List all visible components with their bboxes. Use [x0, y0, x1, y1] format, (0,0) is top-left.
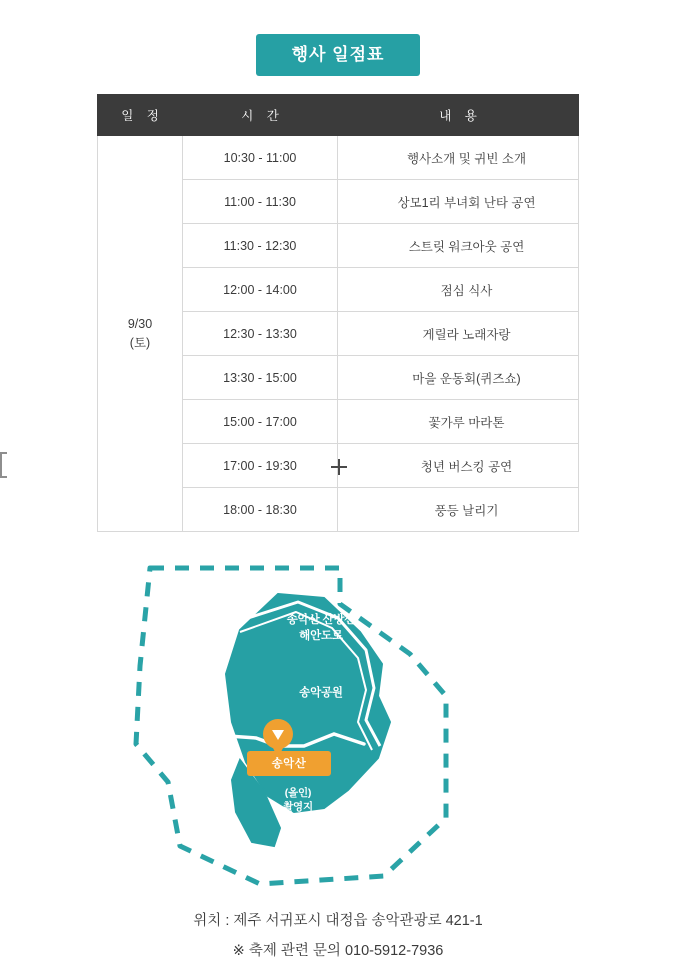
schedule-description: 스트릿 워크아웃 공연 — [338, 224, 579, 268]
page-title: 행사 일점표 — [256, 34, 421, 76]
map-label-coastal-road-line1: 송악산 산방산 — [286, 614, 356, 626]
schedule-time: 11:30 - 12:30 — [183, 224, 338, 268]
schedule-time: 18:00 - 18:30 — [183, 488, 338, 532]
map-section — [0, 546, 676, 896]
schedule-table-wrapper — [0, 94, 676, 532]
table-header-row — [98, 95, 579, 136]
schedule-description: 행사소개 및 귀빈 소개 — [338, 136, 579, 180]
location-map — [128, 546, 548, 896]
schedule-date-line2: (토) — [129, 335, 151, 350]
schedule-description: 점심 식사 — [338, 268, 579, 312]
column-header-time: 시 간 — [183, 95, 338, 136]
schedule-time: 12:30 - 13:30 — [183, 312, 338, 356]
map-label-filming-site — [248, 786, 348, 814]
schedule-time: 11:00 - 11:30 — [183, 180, 338, 224]
page-edge-artifact — [0, 452, 7, 478]
schedule-date-line1: 9/30 — [127, 317, 153, 332]
schedule-time: 17:00 - 19:30 — [183, 444, 338, 488]
schedule-time: 15:00 - 17:00 — [183, 400, 338, 444]
schedule-table — [97, 94, 579, 532]
column-header-description: 내 용 — [338, 95, 579, 136]
schedule-time: 13:30 - 15:00 — [183, 356, 338, 400]
column-header-date: 일 정 — [98, 95, 183, 136]
contact-text: ※ 축제 관련 문의 010-5912-7936 — [232, 943, 444, 960]
schedule-description: 청년 버스킹 공연 — [338, 444, 579, 488]
schedule-description: 상모1리 부녀회 난타 공연 — [338, 180, 579, 224]
map-label-coastal-road — [256, 613, 386, 644]
map-label-coastal-road-line2: 해안도로 — [299, 629, 343, 642]
map-pin-label: 송악산 — [247, 751, 331, 776]
map-label-park: 송악공원 — [299, 687, 343, 699]
schedule-date-cell — [98, 136, 183, 532]
schedule-time: 12:00 - 14:00 — [183, 268, 338, 312]
map-label-filming-site-line2: 촬영지 — [283, 801, 313, 814]
schedule-description: 꽃가루 마라톤 — [338, 400, 579, 444]
title-section — [0, 0, 676, 76]
schedule-description: 게릴라 노래자랑 — [338, 312, 579, 356]
footer-section — [0, 906, 676, 967]
schedule-time: 10:30 - 11:00 — [183, 136, 338, 180]
schedule-description: 마을 운동회(퀴즈쇼) — [338, 356, 579, 400]
schedule-description: 풍등 날리기 — [338, 488, 579, 532]
map-label-filming-site-line1: (올인) — [284, 787, 312, 799]
location-text: 위치 : 제주 서귀포시 대정읍 송악관광로 421-1 — [193, 913, 483, 929]
map-graphic — [128, 546, 548, 896]
table-row — [98, 136, 579, 180]
